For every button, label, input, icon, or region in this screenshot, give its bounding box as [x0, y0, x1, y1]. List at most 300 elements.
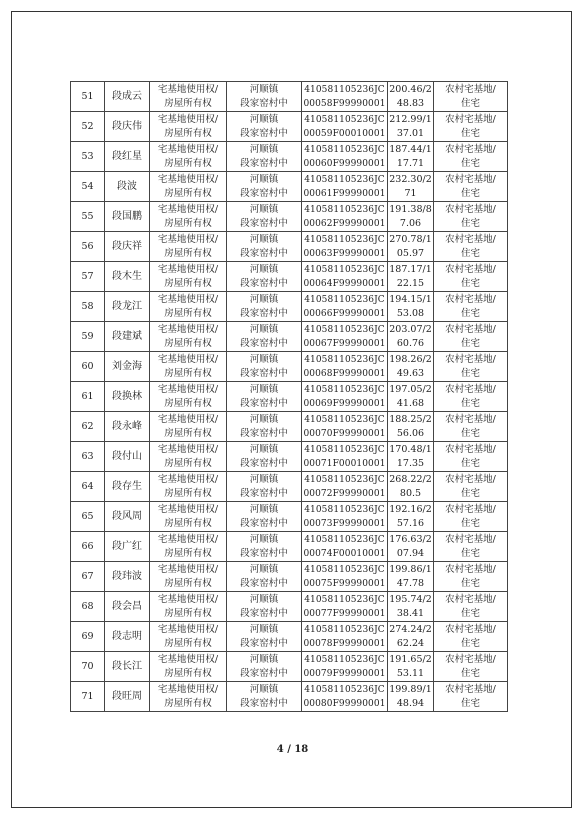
unit-code-cell-line: 410581105236JC: [304, 294, 385, 305]
right-type-cell: [150, 382, 227, 412]
usage-cell-line: 农村宅基地/: [445, 173, 496, 185]
area-cell: [388, 592, 434, 622]
owner-name-cell: 段庆祥: [105, 232, 150, 262]
area-cell-line: 17.35: [396, 457, 425, 469]
location-cell: [227, 142, 302, 172]
location-cell: [227, 172, 302, 202]
location-cell-line: 河顺镇: [249, 323, 279, 335]
unit-code-cell: [302, 202, 388, 232]
usage-cell-line: 住宅: [460, 247, 480, 259]
location-cell-line: 河顺镇: [249, 203, 279, 215]
unit-code-cell: [302, 592, 388, 622]
area-cell-line: 198.26/2: [389, 353, 432, 365]
owner-name-cell: 段玮波: [105, 562, 150, 592]
unit-code-cell: [302, 352, 388, 382]
table-row: [71, 112, 508, 142]
location-cell-line: 河顺镇: [249, 173, 279, 185]
unit-code-cell: [302, 322, 388, 352]
area-cell: [388, 562, 434, 592]
location-cell-line: 河顺镇: [249, 293, 279, 305]
unit-code-cell: [302, 172, 388, 202]
usage-cell-line: 农村宅基地/: [445, 623, 496, 635]
right-type-cell-line: 房屋所有权: [164, 337, 212, 349]
right-type-cell-line: 房屋所有权: [164, 277, 212, 289]
location-cell-line: 河顺镇: [249, 383, 279, 395]
unit-code-cell: [302, 142, 388, 172]
unit-code-cell-line: 00060F99990001: [303, 158, 386, 169]
usage-cell: [434, 592, 508, 622]
unit-code-cell-line: 00063F99990001: [303, 248, 386, 259]
unit-code-cell: [302, 472, 388, 502]
area-cell-line: 188.25/2: [389, 413, 432, 425]
table-row: [71, 172, 508, 202]
row-number-cell: 54: [71, 172, 105, 202]
location-cell-line: 段家窑村中: [240, 457, 288, 469]
unit-code-cell-line: 410581105236JC: [304, 234, 385, 245]
usage-cell: [434, 232, 508, 262]
unit-code-cell-line: 410581105236JC: [304, 684, 385, 695]
unit-code-cell-line: 00058F99990001: [303, 98, 386, 109]
location-cell: [227, 262, 302, 292]
area-cell: [388, 292, 434, 322]
unit-code-cell: [302, 82, 388, 112]
usage-cell-line: 农村宅基地/: [445, 383, 496, 395]
usage-cell-line: 农村宅基地/: [445, 593, 496, 605]
location-cell-line: 河顺镇: [249, 683, 279, 695]
usage-cell-line: 农村宅基地/: [445, 533, 496, 545]
row-number-cell: 60: [71, 352, 105, 382]
owner-name-cell: 段木生: [105, 262, 150, 292]
right-type-cell: [150, 502, 227, 532]
usage-cell-line: 农村宅基地/: [445, 473, 496, 485]
location-cell-line: 段家窑村中: [240, 667, 288, 679]
table-row: [71, 382, 508, 412]
right-type-cell: [150, 532, 227, 562]
unit-code-cell-line: 00070F99990001: [303, 428, 386, 439]
area-cell: [388, 352, 434, 382]
location-cell: [227, 352, 302, 382]
location-cell: [227, 442, 302, 472]
location-cell: [227, 82, 302, 112]
row-number-cell: 71: [71, 682, 105, 712]
unit-code-cell-line: 410581105236JC: [304, 384, 385, 395]
area-cell-line: 191.38/8: [389, 203, 432, 215]
owner-name-cell: 段旺周: [105, 682, 150, 712]
right-type-cell: [150, 82, 227, 112]
table-row: [71, 142, 508, 172]
usage-cell-line: 住宅: [460, 547, 480, 559]
right-type-cell-line: 宅基地使用权/: [157, 113, 219, 125]
unit-code-cell-line: 410581105236JC: [304, 564, 385, 575]
usage-cell: [434, 652, 508, 682]
location-cell-line: 河顺镇: [249, 593, 279, 605]
row-number-cell: 70: [71, 652, 105, 682]
location-cell: [227, 382, 302, 412]
right-type-cell-line: 房屋所有权: [164, 367, 212, 379]
area-cell: [388, 322, 434, 352]
unit-code-cell-line: 00069F99990001: [303, 398, 386, 409]
location-cell-line: 段家窑村中: [240, 337, 288, 349]
row-number-cell: 65: [71, 502, 105, 532]
location-cell-line: 河顺镇: [249, 83, 279, 95]
owner-name-cell: 段付山: [105, 442, 150, 472]
usage-cell: [434, 442, 508, 472]
usage-cell-line: 农村宅基地/: [445, 563, 496, 575]
usage-cell-line: 住宅: [460, 487, 480, 499]
area-cell-line: 37.01: [396, 127, 425, 139]
usage-cell: [434, 532, 508, 562]
location-cell-line: 段家窑村中: [240, 607, 288, 619]
table-row: [71, 202, 508, 232]
unit-code-cell-line: 00066F99990001: [303, 308, 386, 319]
row-number-cell: 61: [71, 382, 105, 412]
right-type-cell-line: 房屋所有权: [164, 697, 212, 709]
unit-code-cell-line: 00071F00010001: [303, 458, 386, 469]
area-cell-line: 268.22/2: [389, 473, 432, 485]
area-cell: [388, 652, 434, 682]
area-cell-line: 232.30/2: [389, 173, 432, 185]
right-type-cell-line: 宅基地使用权/: [157, 323, 219, 335]
location-cell-line: 段家窑村中: [240, 577, 288, 589]
location-cell-line: 河顺镇: [249, 353, 279, 365]
table-row: [71, 442, 508, 472]
right-type-cell-line: 宅基地使用权/: [157, 83, 219, 95]
right-type-cell-line: 房屋所有权: [164, 307, 212, 319]
area-cell: [388, 82, 434, 112]
unit-code-cell-line: 00059F00010001: [303, 128, 386, 139]
right-type-cell-line: 房屋所有权: [164, 127, 212, 139]
usage-cell: [434, 292, 508, 322]
area-cell: [388, 442, 434, 472]
area-cell-line: 22.15: [396, 277, 425, 289]
right-type-cell-line: 宅基地使用权/: [157, 203, 219, 215]
table-row: [71, 352, 508, 382]
location-cell-line: 河顺镇: [249, 143, 279, 155]
unit-code-cell-line: 00061F99990001: [303, 188, 386, 199]
unit-code-cell-line: 00079F99990001: [303, 668, 386, 679]
location-cell: [227, 472, 302, 502]
right-type-cell-line: 宅基地使用权/: [157, 503, 219, 515]
location-cell-line: 段家窑村中: [240, 697, 288, 709]
area-cell-line: 187.17/1: [389, 263, 432, 275]
area-cell-line: 274.24/2: [389, 623, 432, 635]
table-row: [71, 622, 508, 652]
location-cell-line: 段家窑村中: [240, 637, 288, 649]
location-cell: [227, 502, 302, 532]
location-cell-line: 段家窑村中: [240, 427, 288, 439]
unit-code-cell-line: 00080F99990001: [303, 698, 386, 709]
row-number-cell: 58: [71, 292, 105, 322]
owner-name-cell: 段换林: [105, 382, 150, 412]
location-cell-line: 河顺镇: [249, 473, 279, 485]
location-cell: [227, 202, 302, 232]
owner-name-cell: 段风周: [105, 502, 150, 532]
owner-name-cell: 段长江: [105, 652, 150, 682]
usage-cell-line: 农村宅基地/: [445, 83, 496, 95]
owner-name-cell: 段龙江: [105, 292, 150, 322]
right-type-cell-line: 房屋所有权: [164, 217, 212, 229]
area-cell-line: 191.65/2: [389, 653, 432, 665]
row-number-cell: 63: [71, 442, 105, 472]
right-type-cell: [150, 652, 227, 682]
right-type-cell: [150, 442, 227, 472]
usage-cell-line: 住宅: [460, 337, 480, 349]
area-cell-line: 176.63/2: [389, 533, 432, 545]
unit-code-cell-line: 410581105236JC: [304, 414, 385, 425]
right-type-cell-line: 房屋所有权: [164, 517, 212, 529]
area-cell: [388, 172, 434, 202]
usage-cell: [434, 142, 508, 172]
usage-cell-line: 住宅: [460, 517, 480, 529]
unit-code-cell-line: 410581105236JC: [304, 654, 385, 665]
right-type-cell: [150, 292, 227, 322]
location-cell: [227, 682, 302, 712]
area-cell-line: 270.78/1: [389, 233, 432, 245]
owner-name-cell: 段波: [105, 172, 150, 202]
right-type-cell-line: 房屋所有权: [164, 607, 212, 619]
row-number-cell: 55: [71, 202, 105, 232]
usage-cell-line: 住宅: [460, 607, 480, 619]
usage-cell-line: 农村宅基地/: [445, 413, 496, 425]
usage-cell: [434, 472, 508, 502]
table-row: [71, 652, 508, 682]
right-type-cell-line: 宅基地使用权/: [157, 623, 219, 635]
usage-cell-line: 农村宅基地/: [445, 503, 496, 515]
unit-code-cell-line: 410581105236JC: [304, 504, 385, 515]
usage-cell: [434, 682, 508, 712]
right-type-cell-line: 宅基地使用权/: [157, 233, 219, 245]
right-type-cell-line: 宅基地使用权/: [157, 563, 219, 575]
area-cell: [388, 202, 434, 232]
location-cell-line: 河顺镇: [249, 503, 279, 515]
unit-code-cell: [302, 112, 388, 142]
row-number-cell: 69: [71, 622, 105, 652]
right-type-cell: [150, 172, 227, 202]
table-body: [71, 82, 508, 712]
right-type-cell-line: 房屋所有权: [164, 187, 212, 199]
right-type-cell-line: 宅基地使用权/: [157, 413, 219, 425]
unit-code-cell-line: 410581105236JC: [304, 444, 385, 455]
right-type-cell: [150, 562, 227, 592]
row-number-cell: 66: [71, 532, 105, 562]
area-cell-line: 49.63: [396, 367, 425, 379]
location-cell-line: 河顺镇: [249, 413, 279, 425]
right-type-cell: [150, 322, 227, 352]
area-cell-line: 53.08: [396, 307, 425, 319]
right-type-cell-line: 房屋所有权: [164, 157, 212, 169]
location-cell: [227, 322, 302, 352]
usage-cell: [434, 82, 508, 112]
area-cell-line: 199.89/1: [389, 683, 432, 695]
right-type-cell-line: 房屋所有权: [164, 457, 212, 469]
location-cell-line: 河顺镇: [249, 563, 279, 575]
usage-cell: [434, 112, 508, 142]
area-cell: [388, 262, 434, 292]
location-cell-line: 河顺镇: [249, 113, 279, 125]
area-cell-line: 56.06: [396, 427, 425, 439]
area-cell: [388, 382, 434, 412]
row-number-cell: 51: [71, 82, 105, 112]
location-cell: [227, 622, 302, 652]
area-cell-line: 200.46/2: [389, 83, 432, 95]
unit-code-cell-line: 00062F99990001: [303, 218, 386, 229]
row-number-cell: 52: [71, 112, 105, 142]
table-row: [71, 412, 508, 442]
usage-cell-line: 农村宅基地/: [445, 203, 496, 215]
location-cell-line: 段家窑村中: [240, 307, 288, 319]
owner-name-cell: 段会昌: [105, 592, 150, 622]
usage-cell: [434, 202, 508, 232]
property-records-table: [70, 81, 508, 712]
area-cell-line: 195.74/2: [389, 593, 432, 605]
location-cell-line: 段家窑村中: [240, 397, 288, 409]
right-type-cell-line: 宅基地使用权/: [157, 263, 219, 275]
unit-code-cell: [302, 262, 388, 292]
owner-name-cell: 段广红: [105, 532, 150, 562]
row-number-cell: 64: [71, 472, 105, 502]
table-row: [71, 532, 508, 562]
usage-cell-line: 住宅: [460, 667, 480, 679]
unit-code-cell-line: 00072F99990001: [303, 488, 386, 499]
right-type-cell-line: 房屋所有权: [164, 97, 212, 109]
unit-code-cell-line: 410581105236JC: [304, 114, 385, 125]
location-cell-line: 河顺镇: [249, 533, 279, 545]
usage-cell-line: 住宅: [460, 277, 480, 289]
area-cell-line: 60.76: [396, 337, 425, 349]
right-type-cell-line: 宅基地使用权/: [157, 473, 219, 485]
area-cell-line: 48.83: [396, 97, 425, 109]
unit-code-cell: [302, 502, 388, 532]
area-cell-line: 17.71: [396, 157, 425, 169]
area-cell-line: 212.99/1: [389, 113, 432, 125]
unit-code-cell-line: 410581105236JC: [304, 354, 385, 365]
usage-cell-line: 农村宅基地/: [445, 653, 496, 665]
table-row: [71, 472, 508, 502]
area-cell-line: 170.48/1: [389, 443, 432, 455]
page-number: 4 / 18: [276, 744, 309, 755]
location-cell: [227, 592, 302, 622]
location-cell-line: 段家窑村中: [240, 217, 288, 229]
owner-name-cell: 段建斌: [105, 322, 150, 352]
location-cell: [227, 292, 302, 322]
usage-cell-line: 农村宅基地/: [445, 683, 496, 695]
table-row: [71, 562, 508, 592]
table-row: [71, 262, 508, 292]
area-cell: [388, 142, 434, 172]
location-cell-line: 河顺镇: [249, 653, 279, 665]
unit-code-cell: [302, 232, 388, 262]
right-type-cell-line: 房屋所有权: [164, 577, 212, 589]
area-cell-line: 80.5: [399, 487, 422, 499]
right-type-cell-line: 宅基地使用权/: [157, 683, 219, 695]
unit-code-cell-line: 00064F99990001: [303, 278, 386, 289]
usage-cell: [434, 322, 508, 352]
right-type-cell-line: 宅基地使用权/: [157, 353, 219, 365]
right-type-cell-line: 宅基地使用权/: [157, 533, 219, 545]
area-cell-line: 07.94: [396, 547, 425, 559]
location-cell-line: 段家窑村中: [240, 547, 288, 559]
owner-name-cell: 段存生: [105, 472, 150, 502]
right-type-cell-line: 宅基地使用权/: [157, 383, 219, 395]
usage-cell-line: 住宅: [460, 697, 480, 709]
unit-code-cell: [302, 442, 388, 472]
usage-cell: [434, 412, 508, 442]
row-number-cell: 57: [71, 262, 105, 292]
usage-cell-line: 农村宅基地/: [445, 323, 496, 335]
row-number-cell: 59: [71, 322, 105, 352]
location-cell: [227, 232, 302, 262]
owner-name-cell: 段志明: [105, 622, 150, 652]
usage-cell-line: 农村宅基地/: [445, 233, 496, 245]
row-number-cell: 53: [71, 142, 105, 172]
row-number-cell: 62: [71, 412, 105, 442]
usage-cell-line: 住宅: [460, 427, 480, 439]
right-type-cell: [150, 352, 227, 382]
area-cell-line: 62.24: [396, 637, 425, 649]
area-cell-line: 197.05/2: [389, 383, 432, 395]
area-cell-line: 05.97: [396, 247, 425, 259]
usage-cell-line: 农村宅基地/: [445, 143, 496, 155]
unit-code-cell-line: 410581105236JC: [304, 534, 385, 545]
area-cell: [388, 502, 434, 532]
right-type-cell: [150, 112, 227, 142]
right-type-cell-line: 房屋所有权: [164, 397, 212, 409]
usage-cell-line: 住宅: [460, 307, 480, 319]
table-row: [71, 592, 508, 622]
unit-code-cell-line: 00075F99990001: [303, 578, 386, 589]
location-cell-line: 段家窑村中: [240, 157, 288, 169]
unit-code-cell-line: 410581105236JC: [304, 204, 385, 215]
location-cell-line: 段家窑村中: [240, 277, 288, 289]
right-type-cell-line: 房屋所有权: [164, 667, 212, 679]
location-cell-line: 段家窑村中: [240, 487, 288, 499]
unit-code-cell: [302, 412, 388, 442]
right-type-cell: [150, 412, 227, 442]
right-type-cell: [150, 682, 227, 712]
unit-code-cell-line: 410581105236JC: [304, 174, 385, 185]
usage-cell-line: 住宅: [460, 577, 480, 589]
area-cell-line: 71: [404, 187, 417, 199]
location-cell-line: 段家窑村中: [240, 127, 288, 139]
unit-code-cell-line: 00068F99990001: [303, 368, 386, 379]
right-type-cell: [150, 142, 227, 172]
unit-code-cell-line: 410581105236JC: [304, 474, 385, 485]
unit-code-cell: [302, 562, 388, 592]
usage-cell-line: 住宅: [460, 217, 480, 229]
area-cell-line: 53.11: [396, 667, 425, 679]
owner-name-cell: 段庆伟: [105, 112, 150, 142]
usage-cell-line: 住宅: [460, 187, 480, 199]
usage-cell-line: 住宅: [460, 97, 480, 109]
location-cell: [227, 532, 302, 562]
area-cell-line: 187.44/1: [389, 143, 432, 155]
owner-name-cell: 刘金海: [105, 352, 150, 382]
unit-code-cell-line: 00073F99990001: [303, 518, 386, 529]
unit-code-cell: [302, 292, 388, 322]
location-cell: [227, 562, 302, 592]
usage-cell-line: 住宅: [460, 127, 480, 139]
area-cell: [388, 232, 434, 262]
area-cell-line: 38.41: [396, 607, 425, 619]
owner-name-cell: 段成云: [105, 82, 150, 112]
location-cell: [227, 652, 302, 682]
area-cell-line: 199.86/1: [389, 563, 432, 575]
right-type-cell: [150, 202, 227, 232]
usage-cell: [434, 172, 508, 202]
usage-cell-line: 农村宅基地/: [445, 443, 496, 455]
usage-cell-line: 住宅: [460, 397, 480, 409]
right-type-cell-line: 宅基地使用权/: [157, 653, 219, 665]
